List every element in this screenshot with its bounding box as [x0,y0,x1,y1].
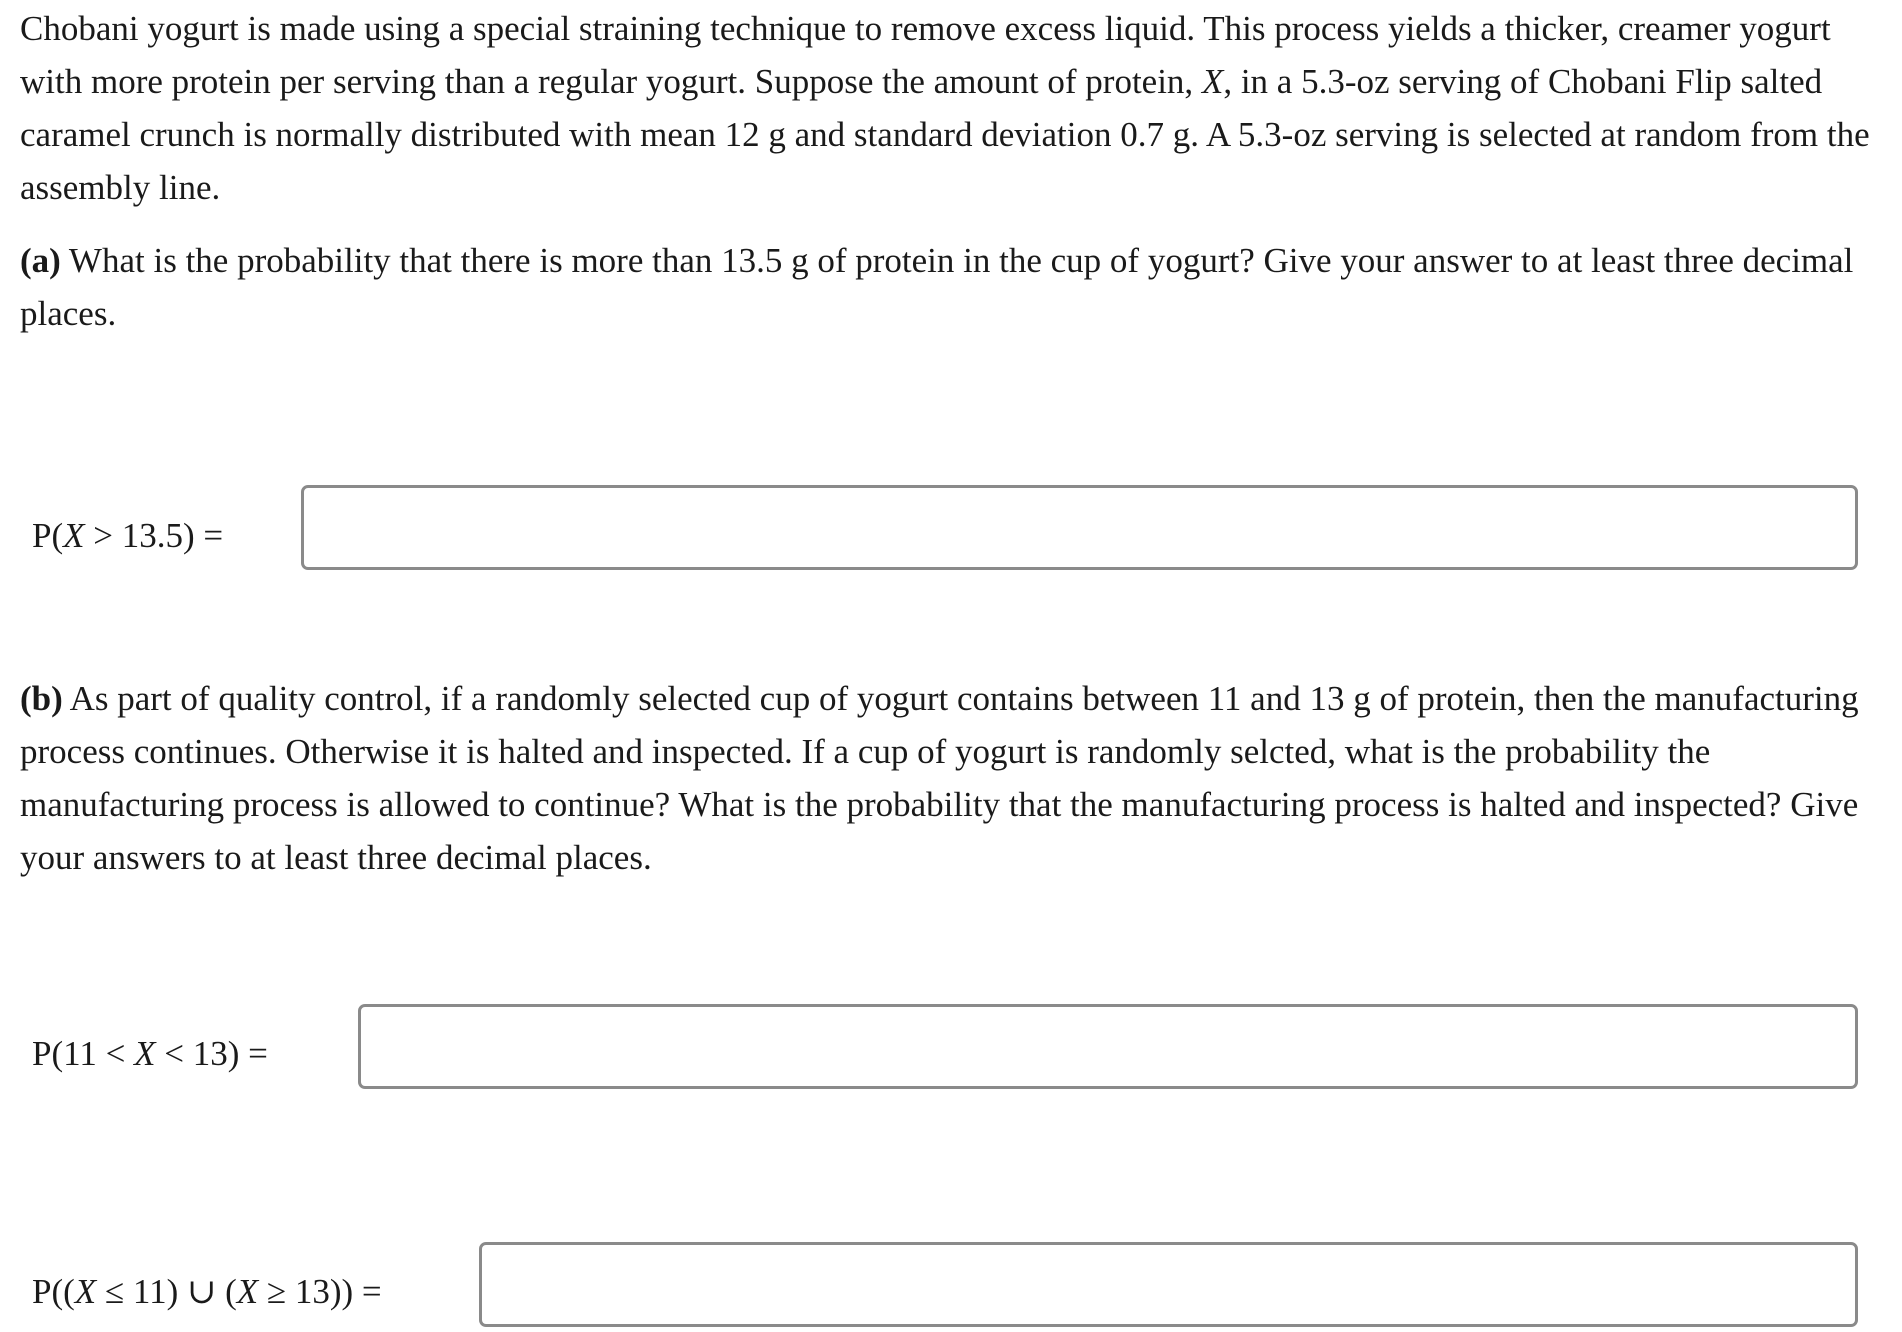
part-a-answer-input[interactable] [301,485,1858,570]
label-a-var: X [63,516,85,555]
label-b2-mid: ≤ 11) ∪ ( [96,1272,237,1311]
problem-statement [20,2,1892,214]
intro-text-2: , in a 5.3-oz serving of Chobani Flip salted caramel crunch is normally distributed with mean 12 g and standard deviation 0.7 g. A 5.3-oz serving is selected at random from the assembly line. [20,62,1870,207]
part-a-answer-label [32,516,223,556]
part-a-marker: (a) [20,241,61,280]
part-b-text: As part of quality control, if a randomly selected cup of yogurt contains between 11 and 13 g of protein, then the manufacturing process continues. Otherwise it is halted and inspected. If a cup of yogurt is randomly selcted, what is the probability the manufacturing process is allowed to continue? What is the probability that the manufacturing process is halted and inspected? Give your answers to at least three decimal places. [20,679,1859,877]
label-b1-prefix: P(11 < [32,1034,135,1073]
label-b1-var: X [134,1034,156,1073]
label-a-prefix: P( [32,516,64,555]
label-b2-var1: X [74,1272,97,1311]
label-b2-prefix: P(( [32,1272,75,1311]
variable-x: X [1201,62,1224,101]
part-b-halt-label [32,1272,382,1312]
part-b-halt-input[interactable] [479,1242,1858,1327]
label-a-suffix: > 13.5) = [84,516,224,555]
part-a-text: What is the probability that there is more than 13.5 g of protein in the cup of yogurt? Give your answer to at least three decimal places. [20,241,1854,333]
part-a-question [20,234,1892,340]
intro-text-1: Chobani yogurt is made using a special straining technique to remove excess liquid. This process yields a thicker, creamer yogurt with more protein per serving than a regular yogurt. Suppose the amount of protein, [20,9,1831,101]
part-b-marker: (b) [20,679,63,718]
label-b2-suffix: ≥ 13)) = [258,1272,382,1311]
part-b-continue-input[interactable] [358,1004,1858,1089]
label-b1-suffix: < 13) = [155,1034,268,1073]
label-b2-var2: X [236,1272,259,1311]
part-b-question [20,672,1892,884]
part-b-continue-label [32,1034,268,1074]
